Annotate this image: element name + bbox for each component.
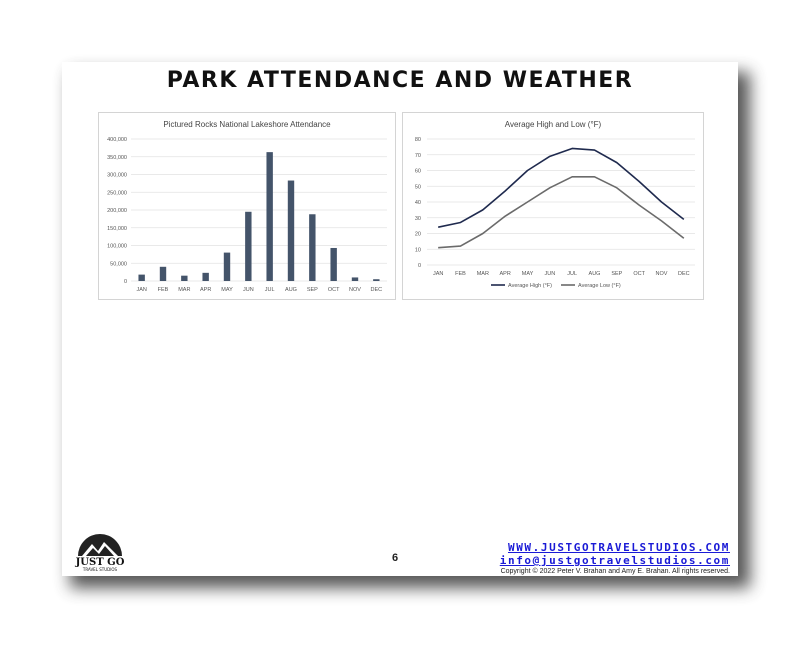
bar-aug (288, 181, 294, 281)
x-tick-label: JUL (264, 287, 275, 293)
y-tick-label: 300,000 (107, 172, 127, 179)
x-tick-label: OCT (633, 271, 645, 277)
page-number: 6 (392, 552, 399, 564)
x-tick-label: APR (200, 287, 212, 293)
x-tick-label: MAY (521, 271, 534, 277)
x-tick-label: DEC (370, 287, 383, 293)
temperature-chart (402, 112, 704, 300)
bar-jul (266, 152, 272, 281)
x-tick-label: AUG (588, 271, 601, 277)
series-line-high (438, 148, 684, 227)
x-tick-label: JAN (136, 287, 147, 293)
x-tick-label: JAN (432, 271, 444, 277)
y-tick-label: 80 (414, 137, 421, 143)
bar-dec (373, 279, 379, 281)
series-line-low (438, 177, 684, 248)
x-tick-label: FEB (455, 271, 466, 277)
x-tick-label: MAY (221, 287, 233, 293)
y-tick-label: 20 (414, 231, 421, 238)
website-link[interactable]: WWW.JUSTGOTRAVELSTUDIOS.COM (507, 541, 730, 554)
page-title: PARK ATTENDANCE AND WEATHER (166, 68, 634, 93)
x-tick-label: JUL (567, 271, 578, 277)
y-tick-label: 10 (414, 247, 421, 254)
y-tick-label: 350,000 (107, 154, 127, 161)
attendance-chart-svg (99, 113, 395, 299)
x-tick-label: NOV (655, 271, 668, 277)
bar-mar (181, 276, 187, 281)
footer-contact (500, 541, 730, 575)
email-link[interactable]: info@justgotravelstudios.com (499, 554, 730, 567)
attendance-chart (98, 112, 396, 300)
y-tick-label: 30 (414, 215, 421, 222)
document-page (62, 62, 738, 576)
y-tick-label: 60 (414, 168, 421, 175)
x-tick-label: OCT (327, 287, 340, 293)
x-tick-label: SEP (306, 287, 318, 293)
x-tick-label: AUG (285, 287, 297, 293)
x-tick-label: FEB (157, 287, 169, 293)
chart-title: Average High and Low (°F) (504, 120, 602, 129)
x-tick-label: DEC (678, 271, 690, 277)
y-tick-label: 40 (414, 200, 421, 206)
x-tick-label: MAR (476, 271, 489, 277)
y-tick-label: 0 (417, 263, 421, 269)
x-tick-label: APR (499, 271, 511, 277)
logo-subtext: TRAVEL STUDIOS (82, 567, 118, 572)
just-go-logo (66, 532, 136, 577)
temperature-chart-svg (403, 113, 703, 299)
logo-text: JUST GO (75, 557, 125, 568)
chart-title: Pictured Rocks National Lakeshore Attendance (163, 120, 331, 129)
bar-jun (245, 212, 251, 281)
x-tick-label: NOV (349, 287, 361, 293)
legend-label: Average High (°F) (508, 283, 552, 289)
x-tick-label: MAR (178, 287, 191, 293)
y-tick-label: 200,000 (107, 208, 127, 214)
y-tick-label: 70 (414, 152, 421, 159)
bar-apr (202, 273, 208, 281)
bar-feb (160, 267, 166, 281)
x-tick-label: SEP (611, 271, 623, 277)
y-tick-label: 250,000 (107, 190, 127, 197)
copyright-text: Copyright © 2022 Peter V. Brahan and Amy E. Brahan. All rights reserved. (500, 568, 730, 575)
y-tick-label: 400,000 (107, 137, 127, 143)
y-tick-label: 50 (414, 184, 421, 191)
y-tick-label: 150,000 (107, 225, 127, 232)
bar-oct (330, 248, 336, 281)
legend-label: Average Low (°F) (578, 283, 621, 289)
y-tick-label: 50,000 (110, 261, 127, 268)
bar-sep (309, 214, 315, 281)
bar-nov (352, 277, 358, 281)
y-tick-label: 100,000 (107, 243, 127, 250)
y-tick-label: 0 (123, 279, 127, 285)
bar-may (224, 253, 230, 281)
x-tick-label: JUN (544, 271, 556, 277)
bar-jan (138, 275, 144, 281)
x-tick-label: JUN (242, 287, 254, 293)
